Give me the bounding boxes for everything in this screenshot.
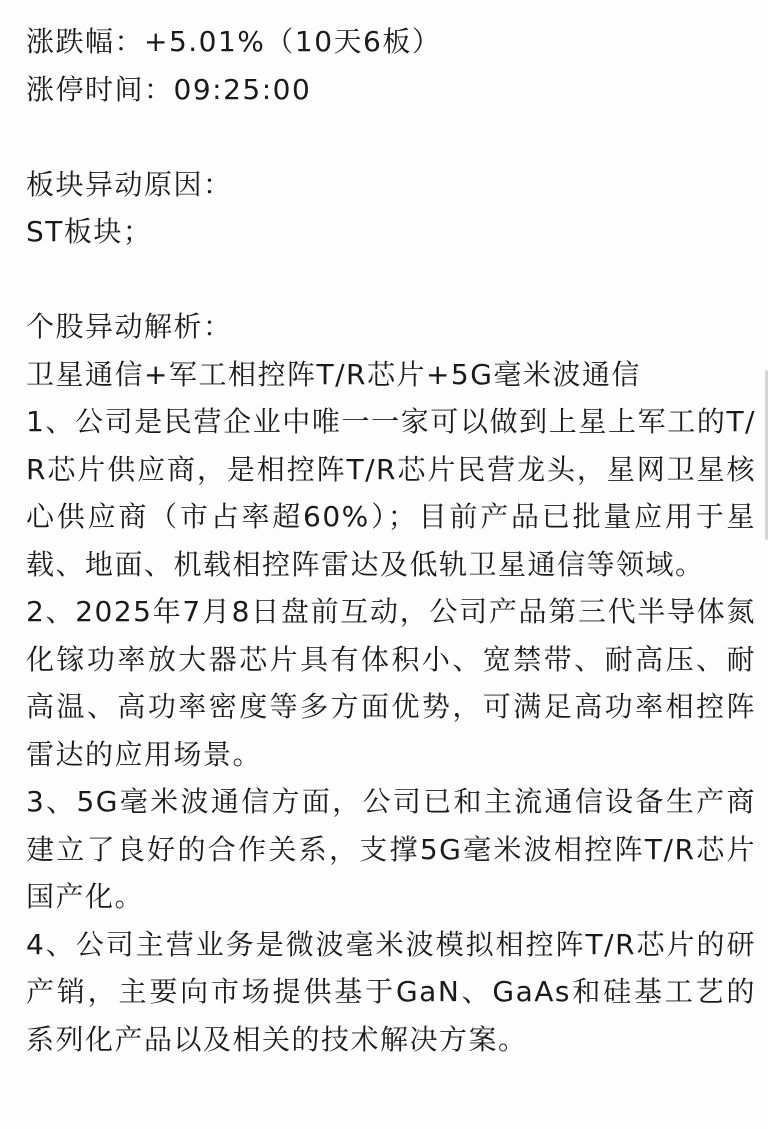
document-body bbox=[26, 18, 756, 1063]
analysis-item-1: 1、公司是民营企业中唯一一家可以做到上星上军工的T/R芯片供应商，是相控阵T/R芯片民营龙头，星网卫星核心供应商（市占率超60%）；目前产品已批量应用于星载、地面、机载相控阵雷达及低轨卫星通信等领域。 bbox=[26, 405, 756, 581]
analysis-item-2: 2、2025年7月8日盘前互动，公司产品第三代半导体氮化镓功率放大器芯片具有体积小、宽禁带、耐高压、耐高温、高功率密度等多方面优势，可满足高功率相控阵雷达的应用场景。 bbox=[26, 595, 756, 771]
spacer bbox=[26, 256, 756, 304]
analysis-item-4: 4、公司主营业务是微波毫米波模拟相控阵T/R芯片的研产销，主要向市场提供基于GaN、GaAs和硅基工艺的系列化产品以及相关的技术解决方案。 bbox=[26, 927, 756, 1056]
spacer bbox=[26, 113, 756, 161]
analysis-title: 个股异动解析： bbox=[26, 310, 233, 343]
limit-time-line: 涨停时间：09:25:00 bbox=[26, 72, 312, 106]
sector-value: ST板块； bbox=[26, 215, 153, 248]
sector-title: 板块异动原因： bbox=[26, 167, 233, 201]
change-line: 涨跌幅：+5.01%（10天6板） bbox=[26, 25, 442, 58]
analysis-subtitle: 卫星通信+军工相控阵T/R芯片+5G毫米波通信 bbox=[26, 357, 641, 391]
analysis-item-3: 3、5G毫米波通信方面，公司已和主流通信设备生产商建立了良好的合作关系，支撑5G毫米波相控阵T/R芯片国产化。 bbox=[26, 785, 756, 913]
